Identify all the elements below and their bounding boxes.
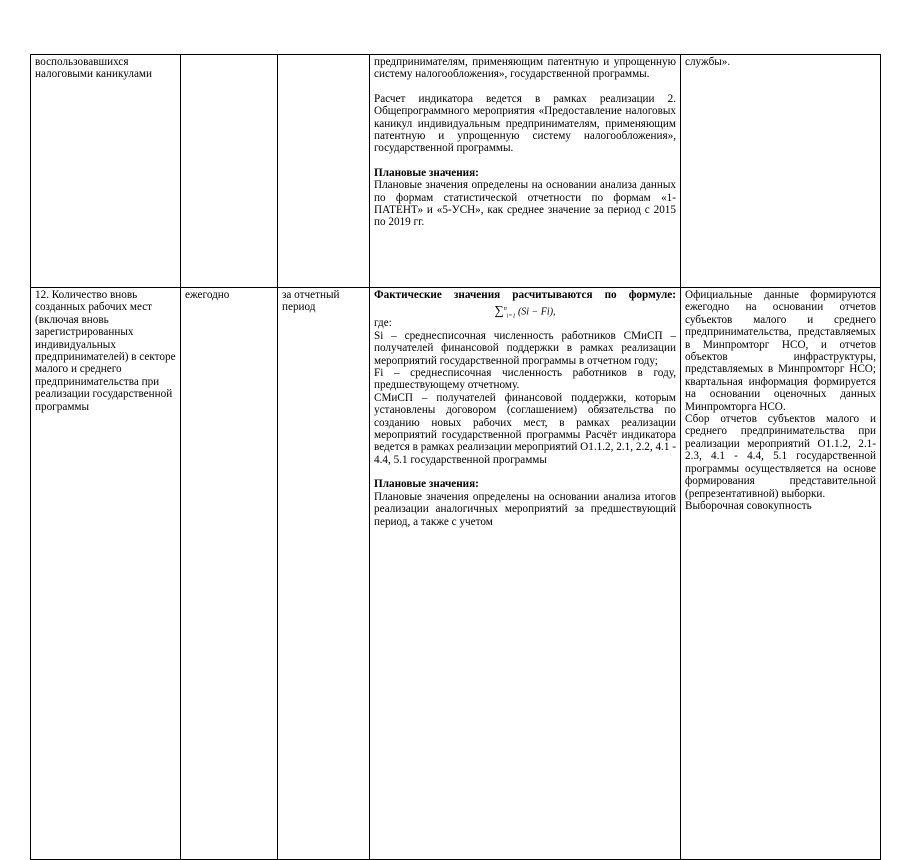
source-cell (681, 288, 881, 860)
method-cell (370, 288, 681, 860)
period: за отчетный период (282, 289, 340, 314)
sum-lower-limit: i=1 (506, 313, 516, 320)
periodicity: ежегодно (185, 289, 230, 301)
sum-upper-limit: n (503, 306, 507, 313)
period-cell (278, 55, 370, 288)
plan-title: Плановые значения: (374, 166, 479, 179)
indicators-table (30, 54, 881, 860)
where-label: где: (374, 317, 392, 330)
method-paragraph: Расчет индикатора ведется в рамках реализации 2. Общепрограммного мероприятия «Предоставление налоговых каникул индивидуальным предпринимателям, применяющим патентную и упрощенную систему налогообложения», государственной программы. (374, 92, 676, 155)
indicator-name: 12. Количество вновь созданных рабочих мест (включая вновь зарегистрированных индивидуальных предпринимателей) в секторе малого и среднего предпринимательства при реализации государственной программы (35, 289, 176, 413)
si-definition: Si – среднесписочная численность работников СМиСП – получателей финансовой поддержки в рамках реализации мероприятий государственной программы в отчетном году; (374, 329, 676, 367)
source-paragraph: Выборочная совокупность (685, 499, 812, 512)
fact-title: Фактические значения расчитываются по формуле: (374, 289, 676, 301)
fi-definition: Fi – среднесписочная численность работников в году, предшествующему отчетному. (374, 367, 676, 392)
periodicity-cell (181, 288, 278, 860)
table-row (31, 288, 881, 860)
source-text: службы». (685, 56, 731, 68)
plan-text: Плановые значения определены на основании анализа данных по формам статистической отчетности по формам «1-ПАТЕНТ» и «5-УСН», как среднее значение за период с 2015 по 2019 гг. (374, 179, 676, 229)
smisp-definition: СМиСП – получателей финансовой поддержки, которым установлены договором (соглашением) обязательства по созданию новых рабочих мест, в рамках реализации мероприятий государственной программы Расчёт индикатора ведется в рамках реализации мероприятий О1.1.2, 2.1, 2.2, 4.1 - 4.4, 5.1 государственной программы (374, 391, 676, 466)
period-cell (278, 288, 370, 860)
periodicity-cell (181, 55, 278, 288)
method-paragraph: предпринимателям, применяющим патентную и упрощенную систему налогообложения», государственной программы. (374, 56, 676, 81)
plan-title: Плановые значения: (374, 478, 479, 491)
indicator-name: воспользовавшихся налоговыми каникулами (35, 56, 152, 81)
table-row (31, 55, 881, 288)
sum-symbol: ∑ (494, 302, 504, 318)
plan-text: Плановые значения определены на основании анализа итогов реализации аналогичных мероприятий за предшествующий период, а также с учетом (374, 490, 676, 528)
source-paragraph: Официальные данные формируются ежегодно на основании отчетов субъектов малого и среднего предпринимательства, представляемых в Минпромторг НСО, и отчетов объектов инфраструктуры, представляемых в Минпромторг НСО; квартальная информация формируется на основании оценочных данных Минпромторга НСО. (685, 289, 876, 413)
formula-body: (Si − Fi), (517, 306, 556, 318)
source-cell (681, 55, 881, 288)
method-cell (370, 55, 681, 288)
formula (374, 301, 676, 320)
source-paragraph: Сбор отчетов субъектов малого и среднего предпринимательства при реализации мероприятий О1.1.2, 2.1-2.3, 4.1 - 4.4, 5.1 государственной программы осуществляется на основе формирования представительной (репрезентативной) выборки. (685, 413, 876, 500)
indicator-name-cell (31, 55, 181, 288)
indicator-name-cell (31, 288, 181, 860)
